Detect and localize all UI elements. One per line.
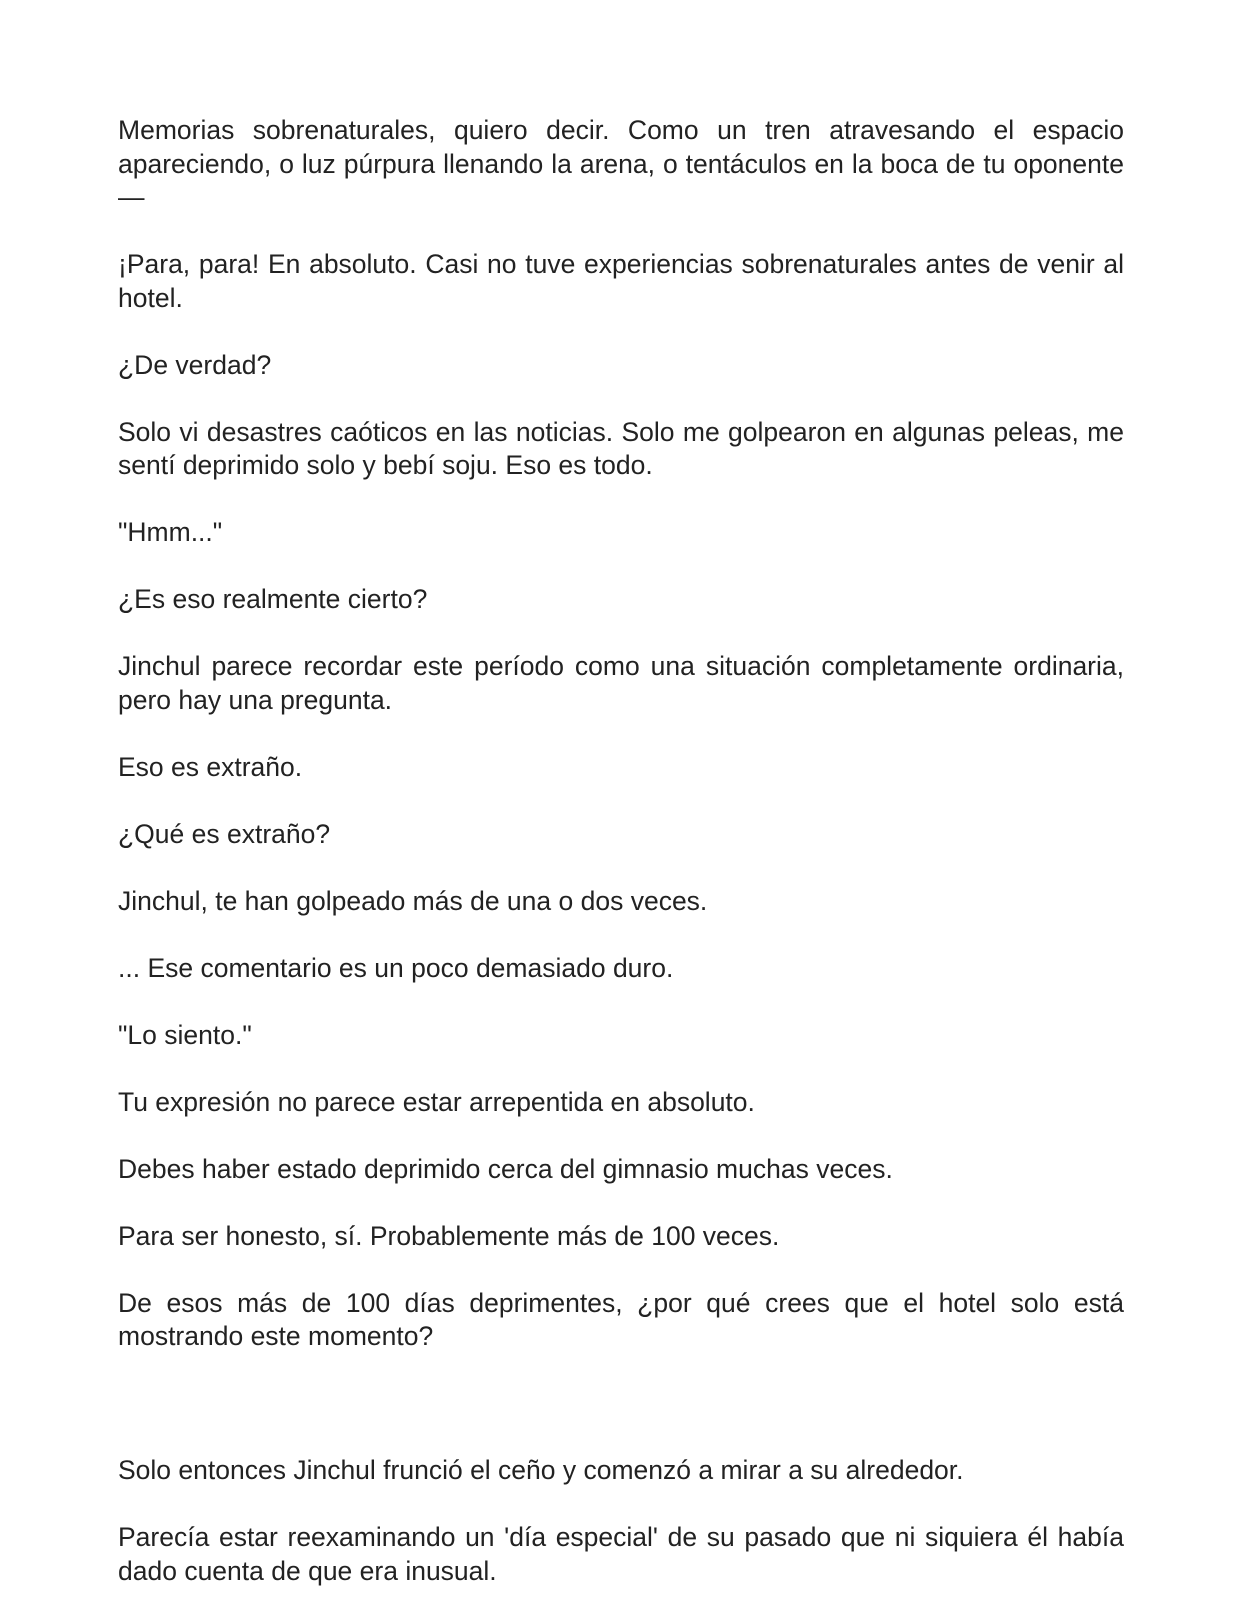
paragraph-15: Para ser honesto, sí. Probablemente más de 100 veces. [118,1220,780,1251]
paragraph-17: Solo entonces Jinchul frunció el ceño y comenzó a mirar a su alrededor. [118,1455,964,1485]
paragraph-13: Tu expresión no parece estar arrepentida en absoluto. [118,1086,755,1117]
paragraph-2: ¡Para, para! En absoluto. Casi no tuve experiencias sobrenaturales antes de venir al hotel. [118,249,1124,313]
paragraph-18: Parecía estar reexaminando un 'día especial' de su pasado que ni siquiera él había dado cuenta de que era inusual. [118,1522,1124,1586]
paragraph-14: Debes haber estado deprimido cerca del gimnasio muchas veces. [118,1153,893,1184]
paragraph-1: Memorias sobrenaturales, quiero decir. Como un tren atravesando el espacio apareciendo, o luz púrpura llenando la arena, o tentáculos en la boca de tu oponente— [118,115,1124,212]
paragraph-16: De esos más de 100 días deprimentes, ¿por qué crees que el hotel solo está mostrando este momento? [118,1287,1124,1351]
paragraph-6: ¿Es eso realmente cierto? [118,584,428,614]
paragraph-3: ¿De verdad? [118,349,272,380]
document-page [118,114,1124,1622]
section-gap [118,1387,1124,1454]
paragraph-4: Solo vi desastres caóticos en las noticias. Solo me golpearon en algunas peleas, me sentí deprimido solo y bebí soju. Eso es todo. [118,416,1124,480]
paragraph-5: "Hmm..." [118,517,223,547]
paragraph-9: ¿Qué es extraño? [118,818,331,849]
paragraph-10: Jinchul, te han golpeado más de una o dos veces. [118,885,708,916]
paragraph-7: Jinchul parece recordar este período como una situación completamente ordinaria, pero hay una pregunta. [118,651,1124,715]
paragraph-11: ... Ese comentario es un poco demasiado duro. [118,952,674,983]
paragraph-12: "Lo siento." [118,1019,252,1050]
paragraph-8: Eso es extraño. [118,751,303,782]
